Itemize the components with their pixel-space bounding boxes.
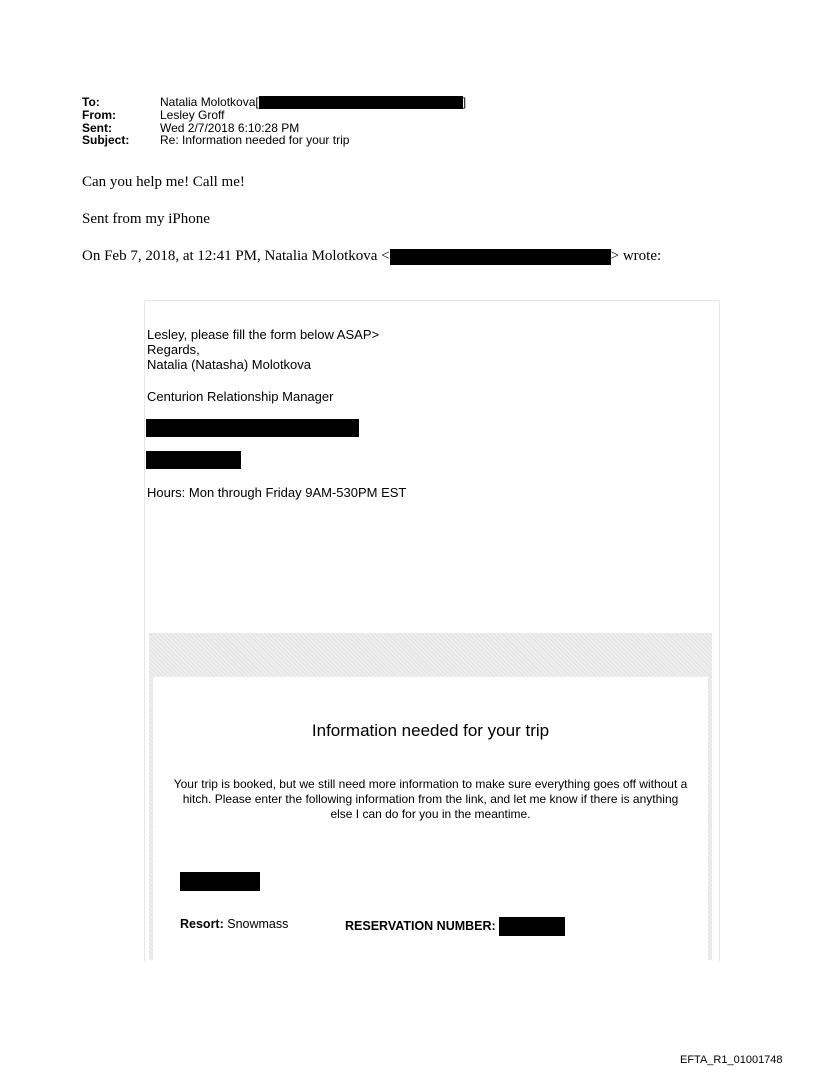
to-row (82, 96, 466, 109)
subject-row (82, 134, 466, 147)
redaction-block (146, 419, 359, 437)
quote-suffix: > wrote: (610, 248, 662, 264)
quoted-line-2: Regards, (147, 342, 200, 357)
resort-label: Resort: (180, 917, 224, 931)
subject-value: Re: Information needed for your trip (160, 133, 350, 147)
from-value: Lesley Groff (160, 108, 225, 122)
document-id: EFTA_R1_01001748 (680, 1054, 783, 1066)
subject-label: Subject: (82, 133, 130, 147)
trip-info-card (153, 677, 708, 960)
to-value: Natalia Molotkova[ (160, 95, 259, 109)
signature-title: Centurion Relationship Manager (147, 389, 334, 404)
email-header (82, 96, 466, 147)
sent-value: Wed 2/7/2018 6:10:28 PM (160, 120, 300, 135)
from-label: From: (82, 108, 116, 122)
from-row (82, 109, 466, 122)
resort-value: Snowmass (223, 917, 289, 931)
redaction-block (180, 872, 260, 891)
to-close: ] (462, 95, 467, 109)
card-heading: Information needed for your trip (311, 721, 550, 740)
quoted-greeting (147, 327, 379, 372)
quote-prefix: On Feb 7, 2018, at 12:41 PM, Natalia Molotkova < (82, 248, 390, 264)
redaction-block (499, 917, 565, 936)
resort-field (180, 917, 288, 931)
body-line-2: Sent from my iPhone (82, 211, 210, 227)
sent-label: Sent: (82, 120, 112, 135)
quoted-line-3: Natalia (Natasha) Molotkova (147, 357, 312, 372)
reservation-label: RESERVATION NUMBER: (345, 918, 496, 933)
redaction-block (259, 96, 463, 109)
hours-text: Hours: Mon through Friday 9AM-530PM EST (147, 485, 407, 500)
quote-intro (82, 248, 661, 265)
card-text: Your trip is booked, but we still need more information to make sure everything goes off without a hitch. Please enter the following information from the link, and let me know if there is anything else I can do for you in the meantime. (173, 777, 688, 821)
redaction-block (390, 249, 611, 265)
body-line-1: Can you help me! Call me! (82, 174, 245, 190)
quoted-line-1: Lesley, please fill the form below ASAP> (147, 327, 380, 342)
to-label: To: (82, 95, 100, 109)
reservation-field (345, 917, 565, 936)
redaction-block (146, 451, 241, 469)
